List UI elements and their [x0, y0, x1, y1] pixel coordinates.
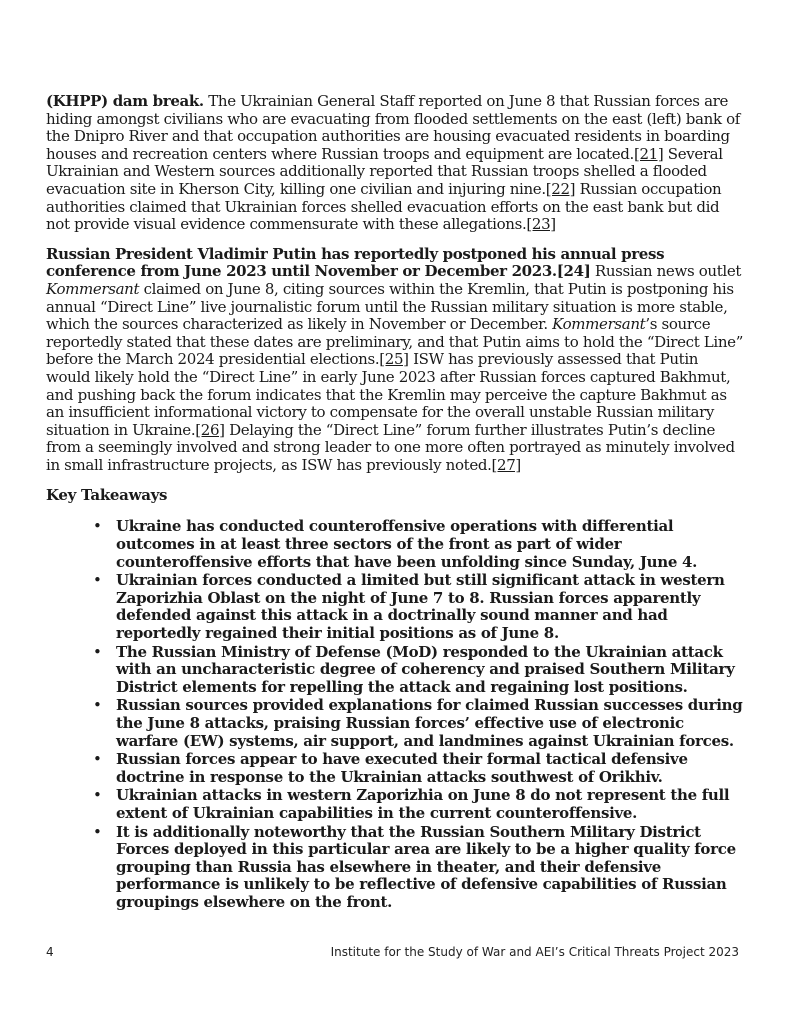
list-item: [93, 786, 746, 822]
citation-link-21[interactable]: [21]: [633, 144, 664, 163]
list-item-text: Ukrainian forces conducted a limited but still significant attack in western Zaporizhia Oblast on the night of June 7 to 8. Russian forces apparently defended against this attack in a doctrinally sound manner and had reportedly regained their initial positions as of June 8.: [116, 571, 725, 643]
citation-link-22[interactable]: [22]: [545, 179, 576, 198]
paragraph-lead: Russian President Vladimir Putin has reportedly postponed his annual press conference from June 2023 until November or December 2023.[24]: [46, 244, 665, 281]
list-item: [93, 750, 746, 786]
key-takeaways-list: [46, 518, 746, 911]
list-item: [93, 517, 746, 571]
paragraph-text: claimed on June 8, citing sources within the Kremlin, that Putin is postponing his annual “Direct Line” live journalistic forum until the Russian military situation is more stable, which the sources characterized as likely in November or December.: [46, 279, 734, 334]
bullet-icon: •: [93, 750, 102, 769]
paragraph-text: Several Ukrainian and Western sources additionally reported that Russian troops shelled a flooded evacuation site in Kherson City, killing one civilian and injuring nine.: [46, 144, 723, 198]
key-takeaways-heading: Key Takeaways: [46, 486, 168, 505]
paragraph-text: Russian occupation authorities claimed that Ukrainian forces shelled evacuation efforts on the east bank but did not provide visual evidence commensurate with these allegations.: [46, 179, 722, 234]
list-item: [93, 642, 746, 697]
list-item: [93, 822, 746, 912]
list-item-text: Russian sources provided explanations for claimed Russian successes during the June 8 attacks, praising Russian forces’ effective use of electronic warfare (EW) systems, air support, and landmines against Ukrainian forces.: [116, 696, 743, 750]
list-item: [93, 696, 746, 750]
bullet-icon: •: [93, 786, 102, 805]
list-item-text: Russian forces appear to have executed their formal tactical defensive doctrine in response to the Ukrainian attacks southwest of Orikhiv.: [116, 750, 688, 786]
bullet-icon: •: [93, 571, 102, 590]
citation-link-27[interactable]: [27]: [491, 455, 521, 474]
citation-link-26[interactable]: [26]: [195, 420, 225, 439]
paragraph-text: Delaying the “Direct Line” forum further illustrates Putin’s decline from a seemingly involved and strong leader to one more often portrayed as minutely involved in small infrastructure projects, as ISW has previously noted.: [46, 420, 735, 474]
page-number: 4: [46, 945, 54, 959]
paragraph-text: ’s source reportedly stated that these dates are preliminary, and that Putin aims to hold the “Direct Line” before the March 2024 presidential elections.: [46, 315, 744, 369]
citation-link-23[interactable]: [23]: [526, 215, 556, 234]
paragraph-text: Russian news outlet: [590, 262, 742, 281]
list-item-text: The Russian Ministry of Defense (MoD) responded to the Ukrainian attack with an uncharacteristic degree of coherency and praised Southern Military District elements for repelling the attack and regaining lost positions.: [116, 642, 735, 696]
publication-name: Kommersant: [46, 279, 140, 298]
paragraph-putin-press-conference: [46, 246, 746, 475]
list-item-text: Ukraine has conducted counteroffensive operations with differential outcomes in at least three sectors of the front as part of wider counteroffensive efforts that have been unfolding since Sunday, June 4.: [116, 517, 698, 571]
paragraph-text: ISW has previously assessed that Putin would likely hold the “Direct Line” in early June 2023 after Russian forces captured Bakhmut, and pushing back the forum indicates that the Kremlin may perceive the capture Bakhmut as an insufficient informational victory to compensate for the overall unstable Russian military situation in Ukraine.: [46, 350, 731, 439]
paragraph-lead: (KHPP) dam break.: [46, 92, 204, 110]
bullet-icon: •: [93, 517, 102, 536]
document-page: [46, 93, 746, 913]
paragraph-dam-break: [46, 93, 746, 234]
citation-link-25[interactable]: [25]: [379, 350, 409, 369]
footer-organization: Institute for the Study of War and AEI’s Critical Threats Project 2023: [330, 945, 739, 959]
bullet-icon: •: [93, 822, 102, 841]
bullet-icon: •: [93, 696, 102, 715]
list-item-text: It is additionally noteworthy that the Russian Southern Military District Forces deployed in this particular area are likely to be a higher quality force grouping than Russia has elsewhere in theater, and their defensive performance is unlikely to be reflective of defensive capabilities of Russian groupings elsewhere on the front.: [116, 822, 736, 911]
paragraph-text: The Ukrainian General Staff reported on June 8 that Russian forces are hiding amongst civilians who are evacuating from flooded settlements on the east (left) bank of the Dnipro River and that occupation authorities are housing evacuated residents in boarding houses and recreation centers where Russian troops and equipment are located.: [46, 92, 740, 163]
publication-name: Kommersant: [552, 315, 646, 334]
bullet-icon: •: [93, 642, 102, 661]
list-item: [93, 571, 746, 643]
list-item-text: Ukrainian attacks in western Zaporizhia on June 8 do not represent the full extent of Ukrainian capabilities in the current counteroffensive.: [116, 786, 730, 822]
